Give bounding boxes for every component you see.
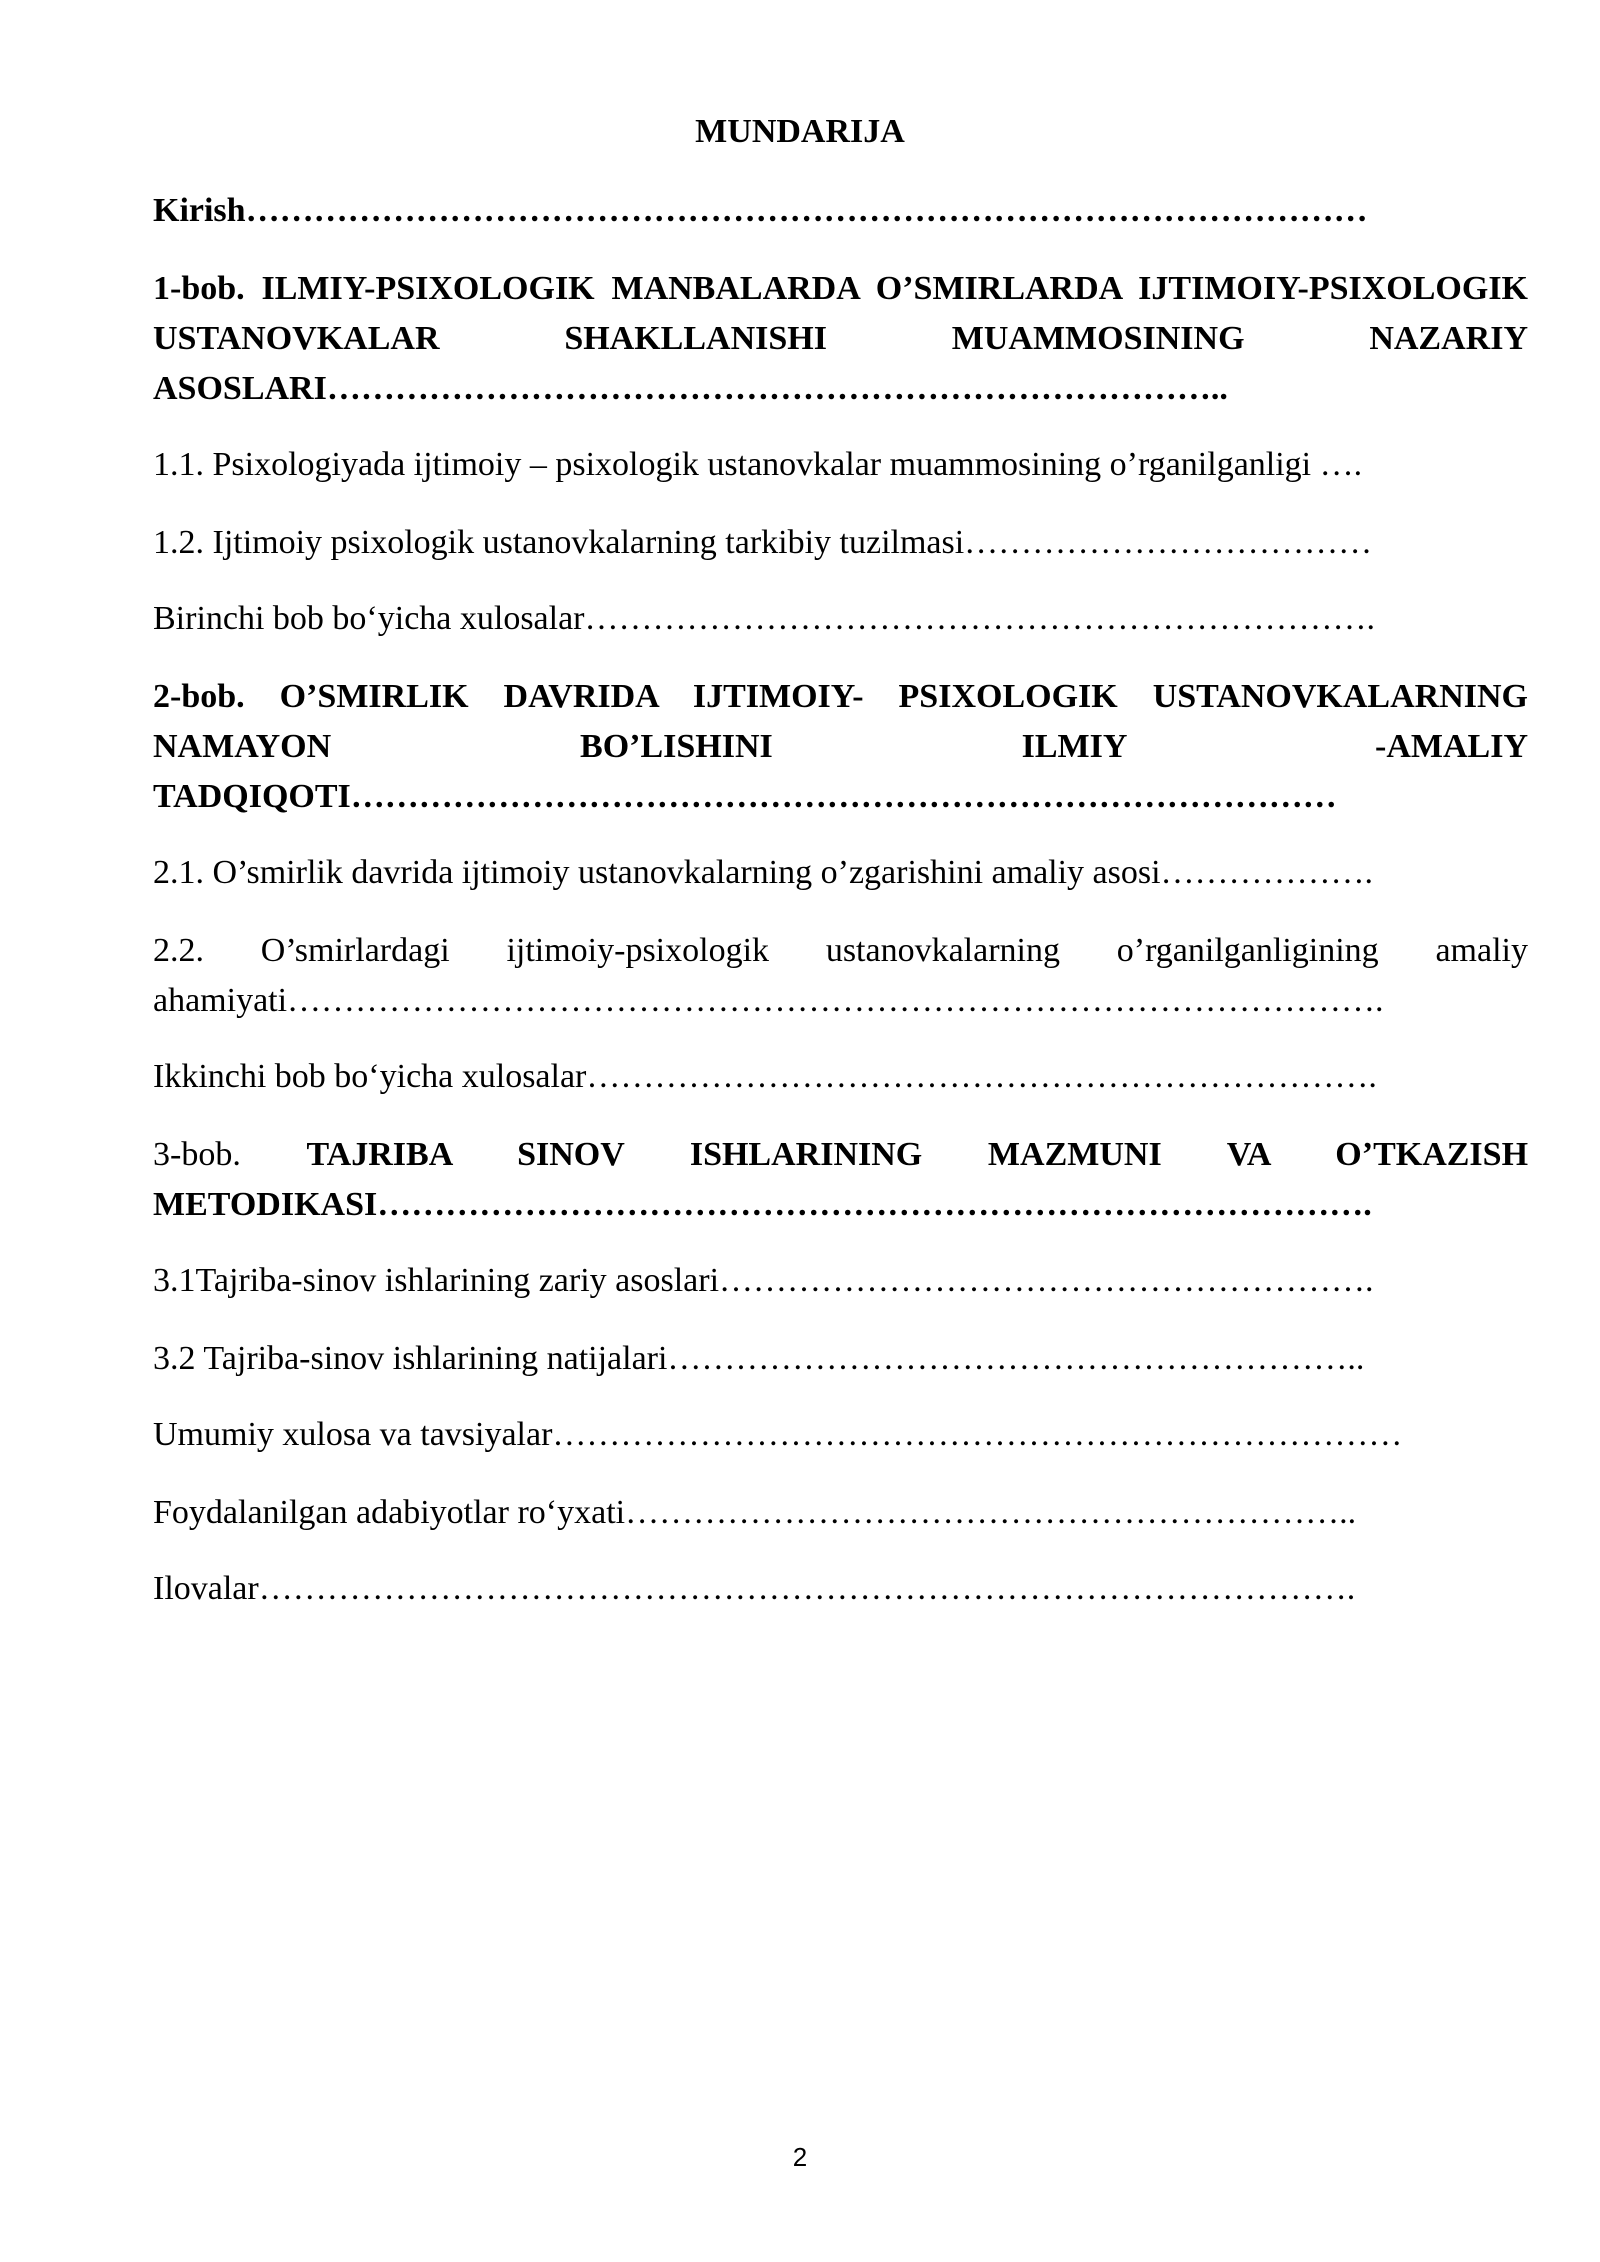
toc-entry-chapter-1: 1-bob. ILMIY-PSIXOLOGIK MANBALARDA O’SMIRLARDA IJTIMOIY-PSIXOLOGIK USTANOVKALAR SHAKLLANISHI MUAMMOSINING NAZARIY ASOSLARI…………………………………………………………………….. <box>153 270 1528 407</box>
toc-entry-section-1-2: 1.2. Ijtimoiy psixologik ustanovkalarning tarkibiy tuzilmasi……………………………… <box>153 524 1373 561</box>
toc-entry-section-2-1: 2.1. O’smirlik davrida ijtimoiy ustanovkalarning o’zgarishini amaliy asosi………………. <box>153 854 1374 891</box>
toc-entry-chapter-2-conclusion: Ikkinchi bob bo‘yicha xulosalar……………………………………………………………. <box>153 1058 1377 1095</box>
chapter-3-title: TAJRIBA SINOV ISHLARINING MAZMUNI VA O’TKAZISH METODIKASI……………………………………………………………………………. <box>153 1136 1528 1223</box>
toc-entry-section-1-1: 1.1. Psixologiyada ijtimoiy – psixologik ustanovkalar muammosining o’rganilganligi …. <box>153 446 1363 483</box>
toc-entry-section-3-2: 3.2 Tajriba-sinov ishlarining natijalari…………………………………………………….. <box>153 1340 1365 1377</box>
toc-entry-chapter-3 <box>153 1130 1528 1230</box>
toc-entry-general-conclusion: Umumiy xulosa va tavsiyalar………………………………………………………………… <box>153 1416 1403 1453</box>
toc-entry-section-2-2: 2.2. O’smirlardagi ijtimoiy-psixologik ustanovkalarning o’rganilganligining amaliy ahamiyati……………………………………………………………………………………. <box>153 932 1528 1019</box>
toc-entry-section-3-1: 3.1Tajriba-sinov ishlarining zariy asoslari…………………………………………………. <box>153 1262 1374 1299</box>
chapter-3-label: 3-bob. <box>153 1136 241 1173</box>
toc-entry-chapter-1-conclusion: Birinchi bob bo‘yicha xulosalar……………………………………………………………. <box>153 600 1376 637</box>
toc-entry-kirish: Kirish……………………………………………………………………………………… <box>153 192 1368 229</box>
page-number: 2 <box>792 2142 808 2172</box>
toc-entry-chapter-2: 2-bob. O’SMIRLIK DAVRIDA IJTIMOIY- PSIXOLOGIK USTANOVKALARNING NAMAYON BO’LISHINI ILMIY -AMALIY TADQIQOTI…………………………………………………………………………… <box>153 678 1528 815</box>
toc-entry-references: Foydalanilgan adabiyotlar ro‘yxati……………………………………………………….. <box>153 1494 1357 1531</box>
page-title: MUNDARIJA <box>695 113 905 150</box>
toc-entry-appendices: Ilovalar……………………………………………………………………………………. <box>153 1570 1356 1607</box>
